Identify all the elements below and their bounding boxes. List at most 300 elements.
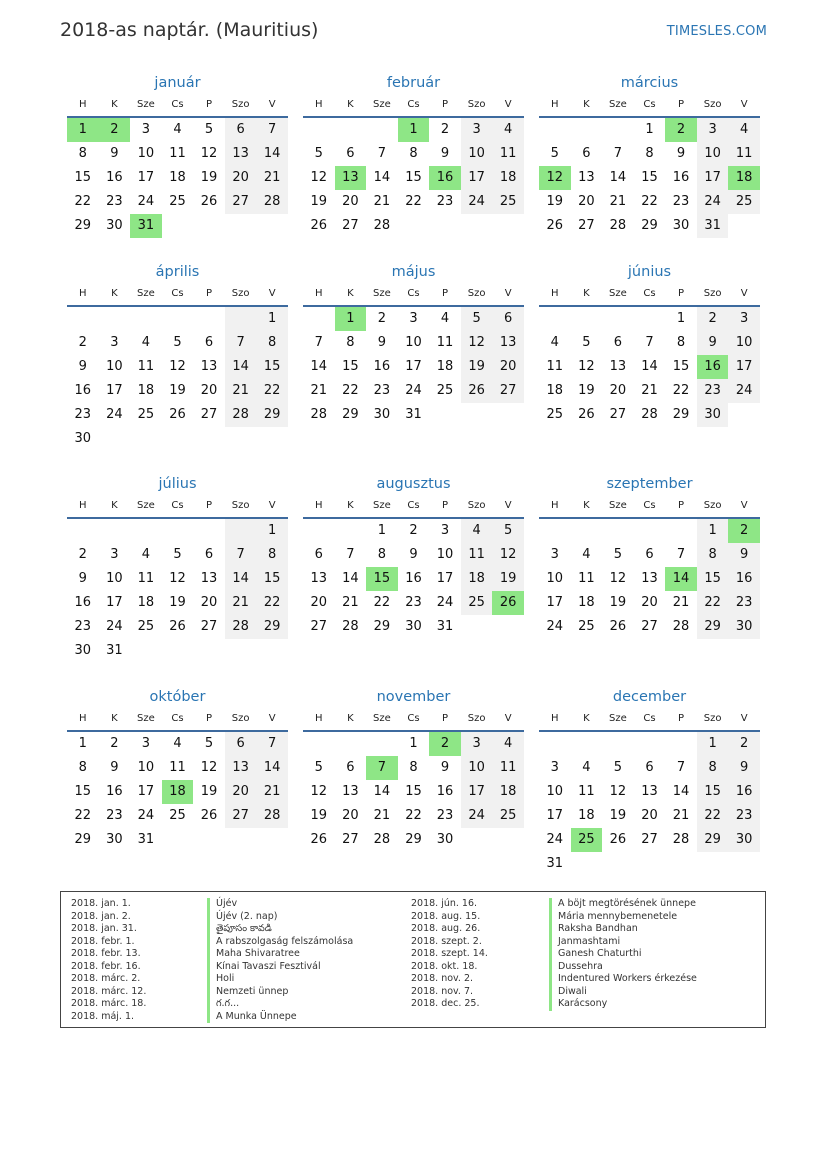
empty-cell <box>193 427 225 451</box>
month-calendar <box>303 686 524 852</box>
day-cell: 9 <box>440 146 450 161</box>
day-cell: 24 <box>697 190 729 214</box>
day-cell: 17 <box>461 166 493 190</box>
legend-holiday-name: Mária mennybemenetele <box>549 911 677 924</box>
week-row <box>67 639 288 663</box>
day-cell: 24 <box>436 595 454 610</box>
weekday-label: Cs <box>643 99 656 110</box>
legend-row <box>411 923 751 936</box>
weekday-label: K <box>347 99 354 110</box>
legend-date: 2018. jan. 31. <box>71 923 137 934</box>
day-cell: 31 <box>697 214 729 238</box>
day-cell: 11 <box>137 359 155 374</box>
weekday-header <box>67 495 288 519</box>
weekday-label: V <box>740 99 748 110</box>
week-row <box>67 190 288 214</box>
day-cell: 7 <box>676 547 686 562</box>
day-cell: 28 <box>373 832 391 847</box>
day-cell: 7 <box>256 732 288 756</box>
empty-cell <box>225 214 257 238</box>
week-row <box>539 214 760 238</box>
week-row <box>539 403 760 427</box>
day-cell: 8 <box>697 756 729 780</box>
day-cell: 8 <box>256 331 288 355</box>
day-cell: 21 <box>672 595 690 610</box>
day-cell: 9 <box>728 543 760 567</box>
legend-date: 2018. febr. 16. <box>71 960 141 972</box>
weekday-label: Sze <box>373 713 391 724</box>
weekday-label: Szo <box>231 99 250 110</box>
day-cell: 6 <box>492 307 524 331</box>
day-cell: 27 <box>641 832 658 847</box>
empty-cell <box>193 214 225 238</box>
day-cell: 5 <box>204 736 214 751</box>
legend-row <box>411 948 751 961</box>
weekday-label: P <box>678 288 685 299</box>
day-cell: 29 <box>373 619 391 634</box>
holiday-day: 1 <box>335 307 367 331</box>
weekday-label: H <box>315 713 323 724</box>
day-cell: 24 <box>461 190 493 214</box>
day-cell: 19 <box>169 595 186 610</box>
week-row <box>303 804 524 828</box>
month-calendar <box>67 261 288 451</box>
day-cell: 18 <box>169 170 186 185</box>
weekday-label: Cs <box>171 500 184 511</box>
legend-date: 2018. febr. 1. <box>71 935 135 947</box>
day-cell: 18 <box>578 595 595 610</box>
day-cell: 3 <box>697 118 729 142</box>
day-cell: 24 <box>728 379 760 403</box>
weekday-label: K <box>583 500 590 511</box>
legend-holiday-name: A böjt megtörésének ünnepe <box>549 898 696 911</box>
day-cell: 11 <box>492 756 524 780</box>
day-cell: 16 <box>728 780 760 804</box>
legend-row <box>71 923 401 936</box>
day-cell: 8 <box>409 760 418 775</box>
day-cell: 13 <box>225 142 257 166</box>
day-cell: 17 <box>461 780 493 804</box>
day-cell: 4 <box>550 335 559 350</box>
day-cell: 22 <box>74 808 92 823</box>
day-cell: 15 <box>256 355 288 379</box>
empty-cell <box>602 732 634 756</box>
legend-row <box>71 1011 401 1024</box>
week-row <box>539 828 760 852</box>
month-calendar <box>303 72 524 238</box>
empty-cell <box>162 639 194 663</box>
day-cell: 14 <box>256 756 288 780</box>
holiday-day: 18 <box>162 780 194 804</box>
weekday-label: Sze <box>373 500 391 511</box>
day-cell: 6 <box>346 760 355 775</box>
month-name: július <box>158 476 197 492</box>
week-row <box>67 403 288 427</box>
day-cell: 9 <box>676 146 686 161</box>
weekday-label: Szo <box>467 288 486 299</box>
day-cell: 2 <box>409 523 418 538</box>
day-cell: 7 <box>225 543 257 567</box>
day-cell: 16 <box>74 595 92 610</box>
week-row <box>539 379 760 403</box>
weekday-label: V <box>504 713 512 724</box>
day-cell: 7 <box>377 146 387 161</box>
weekday-label: V <box>740 288 748 299</box>
empty-cell <box>492 828 524 852</box>
day-cell: 24 <box>461 804 493 828</box>
day-cell: 16 <box>436 784 454 799</box>
empty-cell <box>429 214 461 238</box>
day-cell: 5 <box>492 519 524 543</box>
legend-row <box>411 911 751 924</box>
month-calendar <box>539 473 760 639</box>
week-row <box>539 166 760 190</box>
legend-date: 2018. nov. 2. <box>411 973 474 984</box>
weekday-label: Sze <box>609 99 627 110</box>
day-cell: 15 <box>74 784 92 799</box>
legend-holiday-name: Nemzeti ünnep <box>207 986 288 999</box>
legend-date: 2018. nov. 7. <box>411 985 474 997</box>
day-cell: 29 <box>697 828 729 852</box>
day-cell: 9 <box>78 571 87 586</box>
weekday-label: Szo <box>703 99 722 110</box>
legend-row <box>71 961 401 974</box>
day-cell: 20 <box>641 808 658 823</box>
weekday-label: V <box>268 288 276 299</box>
weekday-label: Szo <box>703 288 722 299</box>
day-cell: 6 <box>314 547 323 562</box>
day-cell: 27 <box>225 804 257 828</box>
day-cell: 27 <box>342 832 359 847</box>
empty-cell <box>99 307 131 331</box>
day-cell: 6 <box>225 118 257 142</box>
weekday-label: Cs <box>407 288 420 299</box>
week-row <box>539 190 760 214</box>
day-cell: 20 <box>641 595 658 610</box>
empty-cell <box>429 403 461 427</box>
empty-cell <box>162 519 194 543</box>
day-cell: 26 <box>310 832 328 847</box>
legend-date: 2018. szept. 14. <box>411 948 488 959</box>
day-cell: 31 <box>405 407 422 422</box>
legend-row <box>71 973 401 986</box>
day-cell: 19 <box>169 383 186 398</box>
day-cell: 12 <box>461 331 493 355</box>
day-cell: 28 <box>225 403 257 427</box>
week-row <box>67 214 288 238</box>
day-cell: 27 <box>609 407 627 422</box>
week-row <box>67 307 288 331</box>
week-row <box>67 118 288 142</box>
empty-cell <box>697 852 729 876</box>
day-cell: 27 <box>200 619 218 634</box>
weekday-label: P <box>678 713 685 724</box>
day-cell: 8 <box>78 146 87 161</box>
week-row <box>67 331 288 355</box>
day-cell: 4 <box>141 335 151 350</box>
empty-cell <box>571 118 603 142</box>
legend-holiday-name: Ganesh Chaturthi <box>549 948 642 961</box>
holiday-day: 2 <box>665 118 697 142</box>
day-cell: 7 <box>613 146 623 161</box>
day-cell: 9 <box>440 760 450 775</box>
weekday-header <box>67 283 288 307</box>
day-cell: 26 <box>546 218 564 233</box>
day-cell: 3 <box>141 122 151 137</box>
empty-cell <box>130 307 162 331</box>
week-row <box>539 780 760 804</box>
legend-holiday-name: Újév <box>207 898 237 911</box>
day-cell: 1 <box>676 311 686 326</box>
day-cell: 9 <box>697 331 729 355</box>
week-row <box>539 142 760 166</box>
weekday-header <box>67 94 288 118</box>
day-cell: 22 <box>697 591 729 615</box>
day-cell: 6 <box>225 732 257 756</box>
weekday-label: P <box>442 500 449 511</box>
day-cell: 27 <box>310 619 328 634</box>
day-cell: 7 <box>225 331 257 355</box>
day-cell: 22 <box>74 194 92 209</box>
weekday-label: P <box>206 99 213 110</box>
week-row <box>67 355 288 379</box>
day-cell: 10 <box>461 756 493 780</box>
day-cell: 4 <box>173 736 182 751</box>
legend-column-left <box>71 898 401 1023</box>
weekday-label: Sze <box>137 500 155 511</box>
day-cell: 3 <box>550 547 559 562</box>
week-row <box>67 379 288 403</box>
day-cell: 12 <box>310 170 328 185</box>
weekday-label: H <box>551 713 559 724</box>
weekday-label: P <box>206 500 213 511</box>
day-cell: 4 <box>173 122 182 137</box>
weekday-label: K <box>111 99 118 110</box>
day-cell: 11 <box>436 335 454 350</box>
day-cell: 4 <box>461 519 493 543</box>
day-cell: 15 <box>405 170 422 185</box>
weekday-header <box>539 283 760 307</box>
day-cell: 19 <box>461 355 493 379</box>
weekday-label: Sze <box>137 99 155 110</box>
day-cell: 20 <box>200 595 218 610</box>
week-row <box>539 591 760 615</box>
day-cell: 2 <box>78 547 87 562</box>
weekday-label: V <box>268 99 276 110</box>
week-row <box>67 756 288 780</box>
day-cell: 26 <box>461 379 493 403</box>
weekday-label: K <box>583 99 590 110</box>
legend-holiday-name: Újév (2. nap) <box>207 911 277 924</box>
day-cell: 28 <box>672 832 690 847</box>
day-cell: 20 <box>225 166 257 190</box>
week-row <box>303 379 524 403</box>
legend-date: 2018. jan. 2. <box>71 910 131 922</box>
day-cell: 19 <box>492 567 524 591</box>
day-cell: 10 <box>137 146 155 161</box>
day-cell: 7 <box>645 335 654 350</box>
day-cell: 23 <box>728 591 760 615</box>
weekday-label: Cs <box>643 500 656 511</box>
day-cell: 28 <box>342 619 359 634</box>
week-row <box>303 190 524 214</box>
empty-cell <box>335 519 367 543</box>
weekday-label: Sze <box>137 713 155 724</box>
weekday-label: K <box>583 713 590 724</box>
month-name: augusztus <box>376 476 451 492</box>
day-cell: 5 <box>204 122 214 137</box>
empty-cell <box>665 852 697 876</box>
week-row <box>303 591 524 615</box>
empty-cell <box>193 828 225 852</box>
day-cell: 21 <box>256 780 288 804</box>
day-cell: 26 <box>169 407 186 422</box>
day-cell: 22 <box>672 383 690 398</box>
legend-holiday-name: Indentured Workers érkezése <box>549 973 697 986</box>
day-cell: 7 <box>256 118 288 142</box>
day-cell: 29 <box>697 615 729 639</box>
week-row <box>67 804 288 828</box>
day-cell: 25 <box>546 407 564 422</box>
day-cell: 17 <box>546 595 564 610</box>
week-row <box>303 355 524 379</box>
day-cell: 31 <box>106 643 123 658</box>
day-cell: 11 <box>492 142 524 166</box>
day-cell: 29 <box>672 407 690 422</box>
day-cell: 16 <box>106 170 123 185</box>
weekday-label: Cs <box>643 288 656 299</box>
week-row <box>67 142 288 166</box>
weekday-label: Sze <box>609 713 627 724</box>
empty-cell <box>398 214 430 238</box>
legend-holiday-name: Raksha Bandhan <box>549 923 638 936</box>
empty-cell <box>571 307 603 331</box>
legend-holiday-name: గ.గ... <box>207 998 239 1011</box>
weekday-label: P <box>206 288 213 299</box>
day-cell: 6 <box>645 760 654 775</box>
day-cell: 18 <box>492 780 524 804</box>
month-calendar <box>539 261 760 427</box>
month-calendar <box>67 473 288 663</box>
empty-cell <box>461 403 493 427</box>
day-cell: 13 <box>225 756 257 780</box>
day-cell: 17 <box>405 359 422 374</box>
weekday-label: H <box>79 99 87 110</box>
day-cell: 26 <box>609 619 627 634</box>
day-cell: 1 <box>697 519 729 543</box>
day-cell: 1 <box>645 122 654 137</box>
day-cell: 6 <box>346 146 355 161</box>
day-cell: 17 <box>436 571 454 586</box>
day-cell: 30 <box>373 407 391 422</box>
day-cell: 30 <box>74 643 92 658</box>
day-cell: 11 <box>728 142 760 166</box>
holiday-day: 7 <box>366 756 398 780</box>
day-cell: 5 <box>314 760 323 775</box>
day-cell: 25 <box>137 407 155 422</box>
weekday-label: V <box>504 500 512 511</box>
day-cell: 20 <box>578 194 595 209</box>
day-cell: 28 <box>225 615 257 639</box>
empty-cell <box>634 732 666 756</box>
weekday-header <box>303 283 524 307</box>
day-cell: 19 <box>200 784 218 799</box>
weekday-label: Cs <box>407 500 420 511</box>
holiday-day: 18 <box>728 166 760 190</box>
empty-cell <box>193 639 225 663</box>
week-row <box>303 214 524 238</box>
day-cell: 3 <box>110 335 119 350</box>
day-cell: 10 <box>137 760 155 775</box>
day-cell: 19 <box>609 808 627 823</box>
day-cell: 12 <box>310 784 328 799</box>
day-cell: 16 <box>74 383 92 398</box>
day-cell: 8 <box>645 146 654 161</box>
legend-holiday-name: తైపూసం కావడి <box>207 923 272 936</box>
day-cell: 28 <box>256 804 288 828</box>
legend-row <box>411 936 751 949</box>
weekday-header <box>539 94 760 118</box>
day-cell: 15 <box>405 784 422 799</box>
week-row <box>539 804 760 828</box>
week-row <box>303 403 524 427</box>
legend-row <box>71 898 401 911</box>
day-cell: 29 <box>256 615 288 639</box>
day-cell: 5 <box>173 547 182 562</box>
holiday-day: 2 <box>429 732 461 756</box>
month-name: február <box>386 75 441 91</box>
week-row <box>67 615 288 639</box>
day-cell: 31 <box>546 856 564 871</box>
holiday-day: 13 <box>335 166 367 190</box>
legend-date: 2018. jan. 1. <box>71 898 131 909</box>
day-cell: 11 <box>461 543 493 567</box>
day-cell: 5 <box>461 307 493 331</box>
day-cell: 14 <box>373 784 391 799</box>
day-cell: 15 <box>256 567 288 591</box>
day-cell: 10 <box>436 547 454 562</box>
brand-link[interactable]: TIMESLES.COM <box>666 24 767 39</box>
day-cell: 3 <box>141 736 151 751</box>
day-cell: 14 <box>609 170 627 185</box>
day-cell: 10 <box>546 571 564 586</box>
day-cell: 11 <box>169 146 186 161</box>
day-cell: 21 <box>672 808 690 823</box>
day-cell: 22 <box>405 194 422 209</box>
day-cell: 16 <box>373 359 391 374</box>
day-cell: 8 <box>346 335 355 350</box>
day-cell: 14 <box>225 567 257 591</box>
empty-cell <box>571 852 603 876</box>
day-cell: 23 <box>436 808 454 823</box>
weekday-label: K <box>111 288 118 299</box>
holiday-day: 16 <box>697 355 729 379</box>
week-row <box>303 142 524 166</box>
day-cell: 15 <box>672 359 690 374</box>
empty-cell <box>303 307 335 331</box>
week-row <box>303 543 524 567</box>
empty-cell <box>602 118 634 142</box>
day-cell: 25 <box>436 383 454 398</box>
day-cell: 16 <box>672 170 690 185</box>
day-cell: 8 <box>78 760 87 775</box>
day-cell: 21 <box>225 379 257 403</box>
week-row <box>67 166 288 190</box>
day-cell: 23 <box>672 194 690 209</box>
day-cell: 6 <box>613 335 623 350</box>
day-cell: 21 <box>609 194 627 209</box>
day-cell: 23 <box>373 383 391 398</box>
